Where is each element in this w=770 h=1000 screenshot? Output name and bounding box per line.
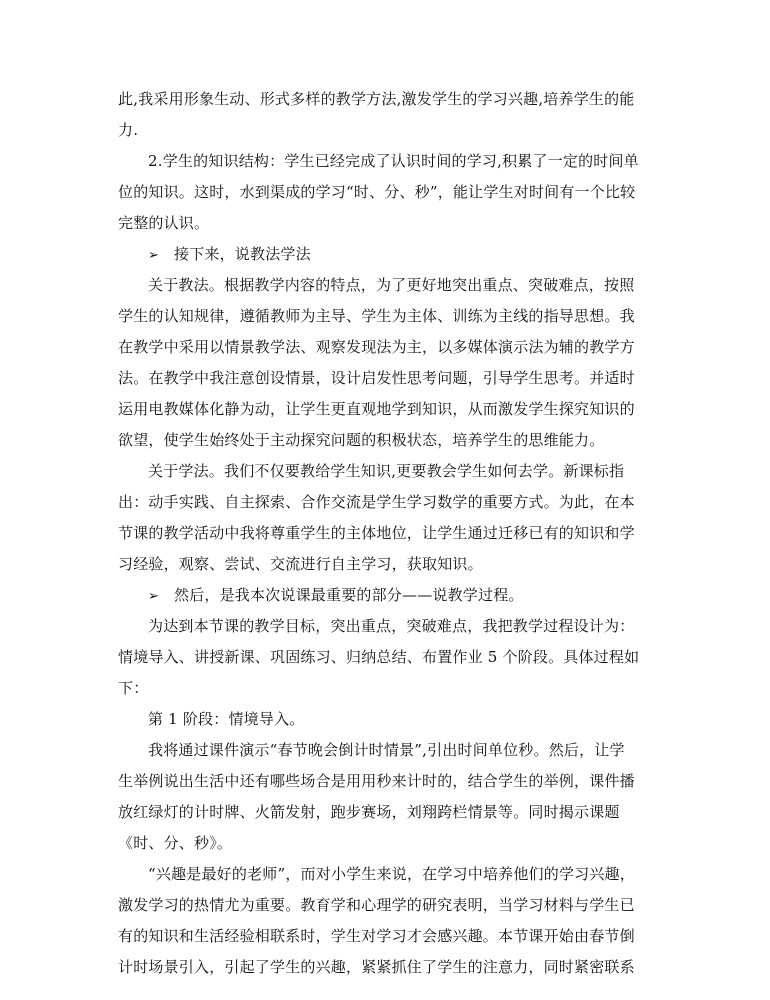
- paragraph-line: 情境导入、讲授新课、巩固练习、归纳总结、布置作业 5 个阶段。具体过程如: [118, 648, 640, 666]
- paragraph-line: 有的知识和生活经验相联系时，学生对学习才会感兴趣。本节课开始由春节倒: [118, 927, 635, 945]
- paragraph-line: 节课的教学活动中我将尊重学生的主体地位，让学生通过迁移已有的知识和学: [118, 524, 635, 542]
- paragraph-line: 放红绿灯的计时牌、火箭发射，跑步赛场，刘翔跨栏情景等。同时揭示课题: [118, 803, 620, 821]
- stage-heading: 第 1 阶段：情境导入。: [148, 710, 305, 728]
- paragraph-line: 运用电教媒体化静为动，让学生更直观地学到知识，从而激发学生探究知识的: [118, 400, 635, 418]
- paragraph-line: 在教学中采用以情景教学法、观察发现法为主，以多媒体演示法为辅的教学方: [118, 338, 635, 356]
- bullet-heading: [148, 244, 658, 266]
- paragraph-line: 激发学习的热情尤为重要。教育学和心理学的研究表明，当学习材料与学生已: [118, 896, 635, 914]
- paragraph-line: 生举例说出生活中还有哪些场合是用用秒来计时的，结合学生的举例，课件播: [118, 772, 635, 790]
- paragraph-line: 完整的认识。: [118, 214, 210, 232]
- paragraph-line: 法。在教学中我注意创设情景，设计启发性思考问题，引导学生思考。并适时: [118, 369, 635, 387]
- paragraph-line: 下：: [118, 679, 149, 697]
- bullet-heading-text: 接下来，说教法学法: [174, 245, 311, 263]
- paragraph-line: “兴趣是最好的老师”，而对小学生来说，在学习中培养他们的学习兴趣，: [148, 865, 635, 883]
- paragraph-line: 此,我采用形象生动、形式多样的教学方法,激发学生的学习兴趣,培养学生的能: [118, 90, 635, 108]
- paragraph-line: 计时场景引入，引起了学生的兴趣，紧紧抓住了学生的注意力，同时紧密联系: [118, 958, 635, 976]
- paragraph-line: 位的知识。这时，水到渠成的学习“时、分、秒”，能让学生对时间有一个比较: [118, 183, 636, 201]
- arrow-bullet-icon: ➢: [148, 248, 160, 263]
- paragraph-line: 习经验，观察、尝试、交流进行自主学习，获取知识。: [118, 555, 483, 573]
- arrow-bullet-icon: ➢: [148, 589, 160, 604]
- paragraph-line: 出：动手实践、自主探索、合作交流是学生学习数学的重要方式。为此，在本: [118, 493, 635, 511]
- paragraph-line: 2.学生的知识结构：学生已经完成了认识时间的学习,积累了一定的时间单: [148, 152, 639, 170]
- paragraph-line: 学生的认知规律，遵循教师为主导、学生为主体、训练为主线的指导思想。我: [118, 307, 635, 325]
- paragraph-line: 关于学法。我们不仅要教给学生知识,更要教会学生如何去学。新课标指: [148, 462, 625, 480]
- paragraph-line: 力.: [118, 121, 139, 139]
- paragraph-line: 为达到本节课的教学目标，突出重点，突破难点，我把教学过程设计为：: [148, 617, 635, 635]
- paragraph-line: 《时、分、秒》。: [118, 834, 233, 852]
- paragraph-line: 欲望，使学生始终处于主动探究问题的积极状态，培养学生的思维能力。: [118, 431, 605, 449]
- paragraph-line: 关于教法。根据教学内容的特点，为了更好地突出重点、突破难点，按照: [148, 276, 635, 294]
- bullet-heading-text: 然后，是我本次说课最重要的部分——说教学过程。: [174, 586, 524, 604]
- bullet-heading: [148, 585, 658, 607]
- paragraph-line: 我将通过课件演示“春节晚会倒计时情景”,引出时间单位秒。然后，让学: [148, 741, 625, 759]
